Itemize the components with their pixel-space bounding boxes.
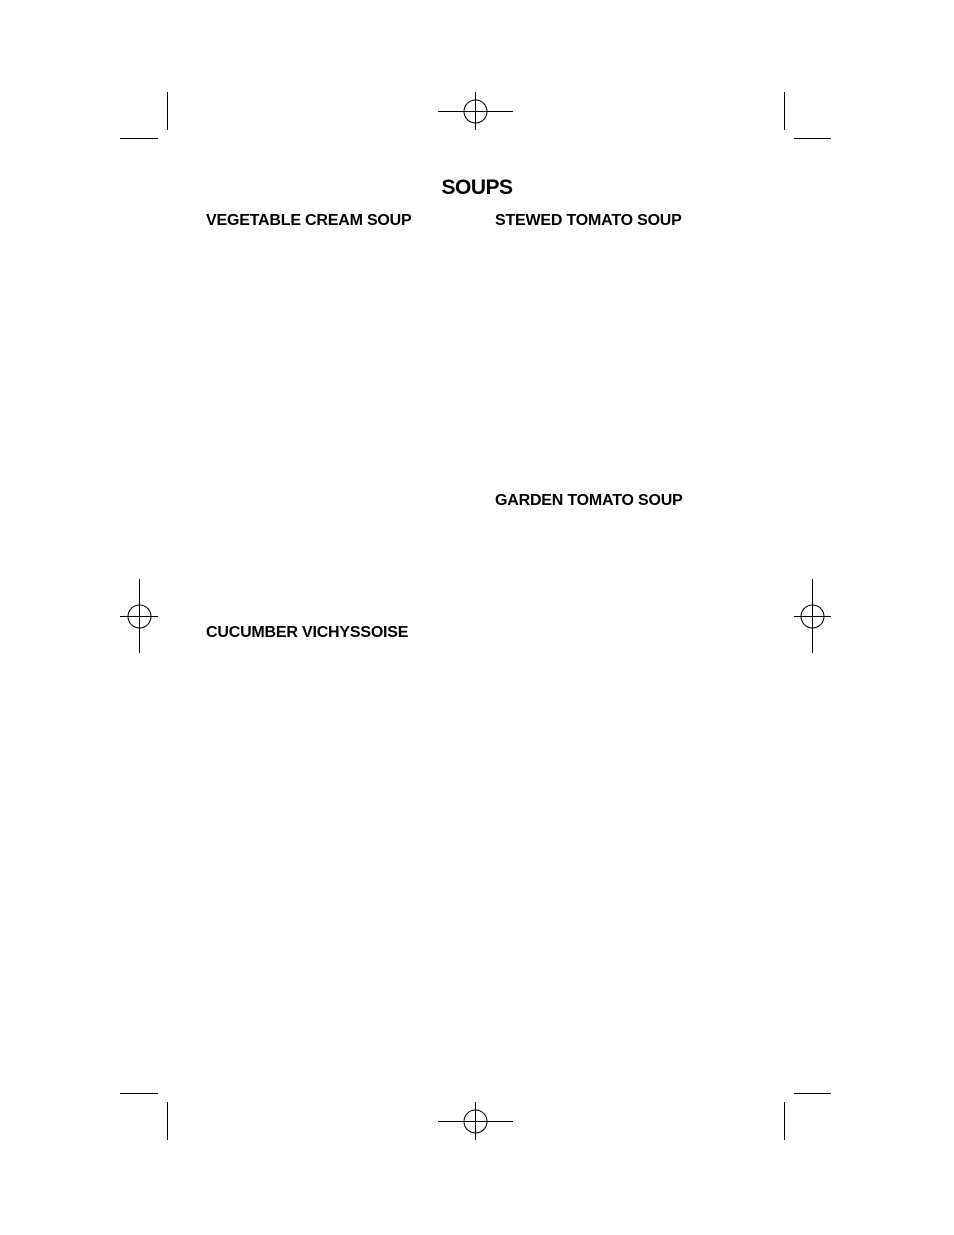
crop-mark-bottom-right (785, 1094, 832, 1141)
recipe-heading-stewed-tomato-soup: STEWED TOMATO SOUP (495, 212, 682, 229)
registration-mark-left (120, 579, 158, 653)
recipe-heading-garden-tomato-soup: GARDEN TOMATO SOUP (495, 492, 683, 509)
registration-mark-right (794, 579, 831, 653)
crop-mark-top-left (120, 92, 168, 139)
page-title: SOUPS (441, 176, 513, 199)
crop-mark-bottom-left (120, 1094, 168, 1141)
recipe-heading-cucumber-vichyssoise: CUCUMBER VICHYSSOISE (206, 624, 409, 641)
crop-mark-top-right (785, 92, 832, 139)
registration-mark-top (438, 92, 513, 130)
registration-mark-bottom (438, 1102, 513, 1140)
recipe-heading-vegetable-cream-soup: VEGETABLE CREAM SOUP (206, 212, 412, 229)
